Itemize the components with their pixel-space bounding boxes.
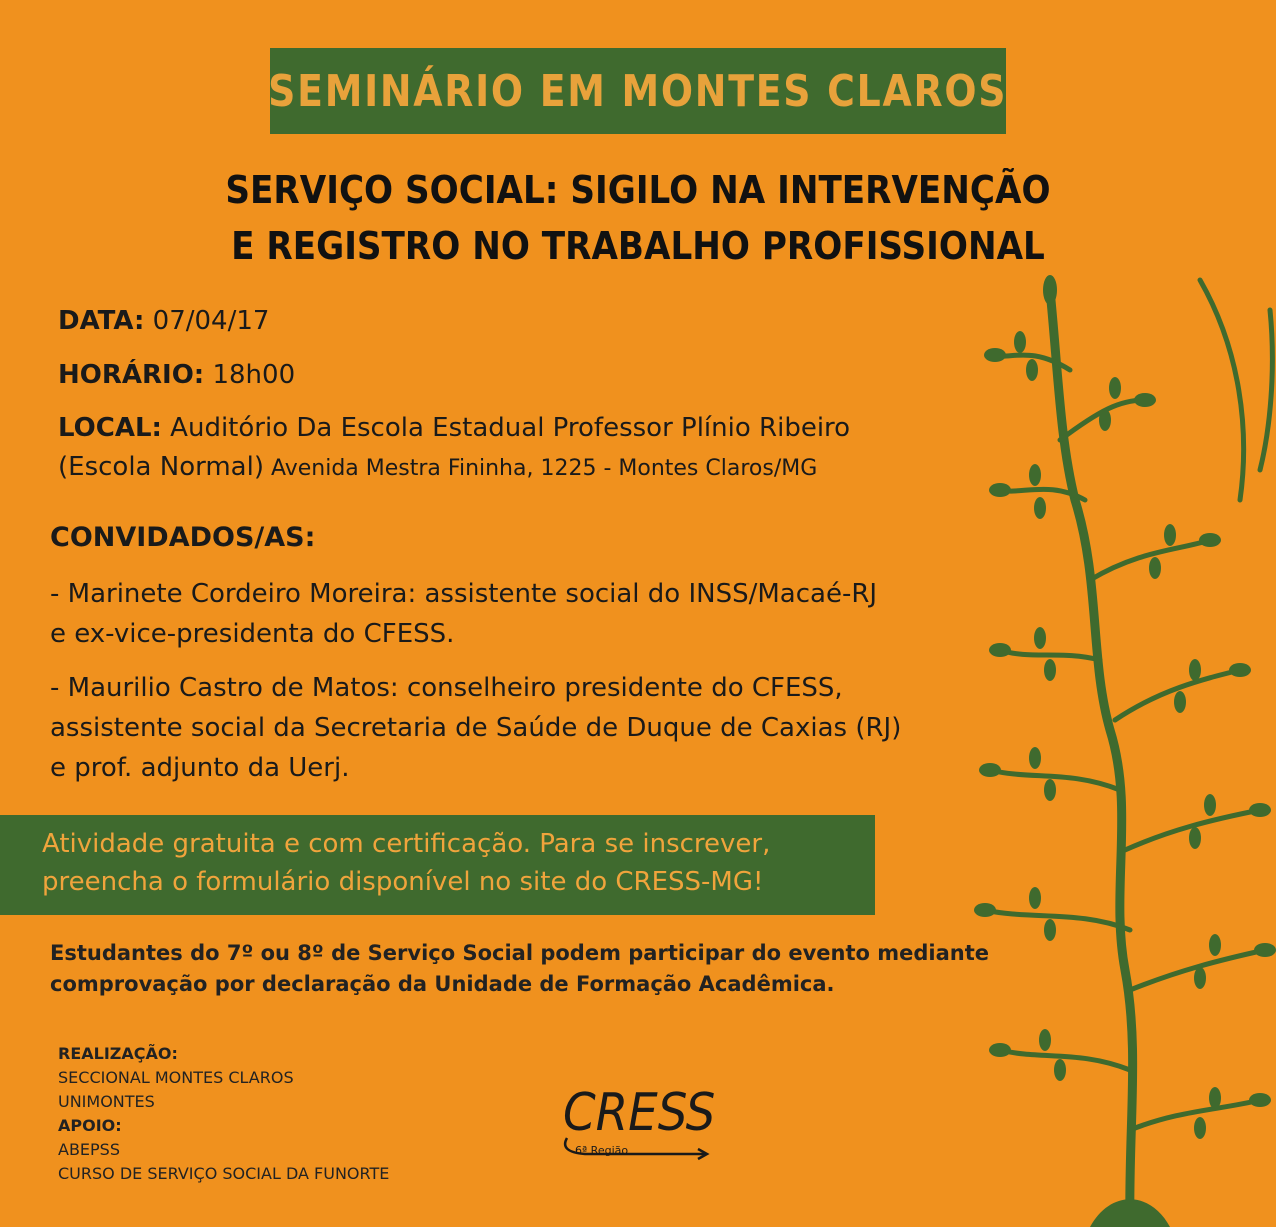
plant-illustration	[940, 250, 1276, 1227]
guest-item	[50, 574, 877, 654]
callout-line-2: preencha o formulário disponível no site do CRESS-MG!	[42, 867, 764, 897]
time-row	[58, 360, 295, 390]
students-line-2: comprovação por declaração da Unidade de Formação Acadêmica.	[50, 972, 835, 996]
location-address: Avenida Mestra Fininha, 1225 - Montes Claros/MG	[263, 456, 818, 481]
guest-2-line-3: e prof. adjunto da Uerj.	[50, 753, 350, 783]
date-label: DATA:	[58, 306, 145, 336]
location-value: Auditório Da Escola Estadual Professor Plínio Ribeiro	[161, 413, 851, 443]
time-label: HORÁRIO:	[58, 360, 205, 390]
guests-heading: CONVIDADOS/AS:	[50, 522, 316, 553]
cress-logo	[555, 1072, 730, 1162]
callout-line-1: Atividade gratuita e com certificação. Para se inscrever,	[42, 829, 771, 859]
students-line-1: Estudantes do 7º ou 8º de Serviço Social podem participar do evento mediante	[50, 941, 990, 965]
apoio-item: ABEPSS	[58, 1140, 120, 1159]
students-note	[50, 938, 989, 1000]
time-value: 18h00	[204, 360, 296, 390]
guest-2-line-2: assistente social da Secretaria de Saúde de Duque de Caxias (RJ)	[50, 713, 902, 743]
realizacao-item: SECCIONAL MONTES CLAROS	[58, 1068, 294, 1087]
guest-1-line-2: e ex-vice-presidenta do CFESS.	[50, 619, 455, 649]
apoio-item: CURSO DE SERVIÇO SOCIAL DA FUNORTE	[58, 1164, 390, 1183]
banner-title: SEMINÁRIO EM MONTES CLAROS	[268, 65, 1008, 117]
guest-item	[50, 668, 901, 788]
location-line-2: (Escola Normal)	[58, 452, 264, 482]
guest-2-line-1: - Maurilio Castro de Matos: conselheiro presidente do CFESS,	[50, 673, 843, 703]
realizacao-label: REALIZAÇÃO:	[58, 1044, 178, 1063]
apoio-label: APOIO:	[58, 1116, 122, 1135]
location-row-2	[58, 452, 817, 482]
title-line-1: SERVIÇO SOCIAL: SIGILO NA INTERVENÇÃO	[225, 168, 1051, 212]
title-line-2: E REGISTRO NO TRABALHO PROFISSIONAL	[231, 224, 1045, 268]
logo-region: 6ª Região	[575, 1144, 629, 1157]
credits	[58, 1042, 389, 1186]
location-row	[58, 413, 850, 443]
realizacao-item: UNIMONTES	[58, 1092, 155, 1111]
date-row	[58, 306, 269, 336]
logo-text: CRESS	[563, 1083, 716, 1143]
event-banner	[270, 48, 1006, 134]
guest-1-line-1: - Marinete Cordeiro Moreira: assistente social do INSS/Macaé-RJ	[50, 579, 878, 609]
location-label: LOCAL:	[58, 413, 162, 443]
date-value: 07/04/17	[144, 306, 270, 336]
registration-callout	[0, 815, 875, 915]
